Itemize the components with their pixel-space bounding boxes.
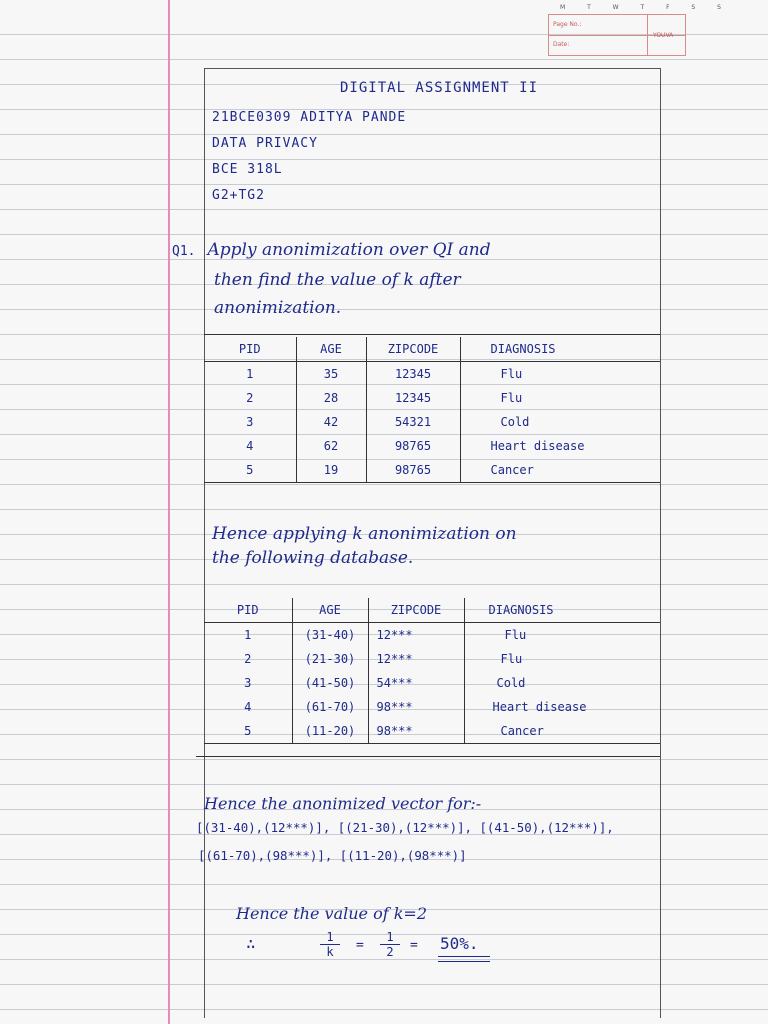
equals-sign: = <box>410 938 418 953</box>
anonymized-data-table <box>204 598 660 744</box>
cell-zipcode: 98765 <box>366 434 460 458</box>
cell-pid: 5 <box>204 719 292 744</box>
cell-diagnosis: Flu <box>460 362 660 387</box>
cell-age: 28 <box>296 386 366 410</box>
cell-pid: 2 <box>244 652 252 666</box>
k-value-line: Hence the value of k=2 <box>236 904 428 923</box>
cell-pid: 2 <box>246 391 254 405</box>
table-row <box>204 410 660 434</box>
table-row <box>204 671 660 695</box>
section-divider <box>196 756 660 757</box>
cell-diagnosis: Cancer <box>464 719 660 744</box>
fraction-numerator: 1 <box>380 930 400 945</box>
student-id-name: 21BCE0309 ADITYA PANDE <box>212 110 407 125</box>
page-date-box <box>548 14 686 56</box>
cell-zipcode: 98*** <box>368 719 464 744</box>
therefore-symbol: ∴ <box>246 934 256 953</box>
original-data-table <box>204 337 660 483</box>
question-block <box>172 236 491 322</box>
cell-pid: 3 <box>244 676 252 690</box>
fraction-denominator: k <box>326 945 334 959</box>
table-row <box>204 647 660 671</box>
cell-age: 19 <box>296 458 366 483</box>
double-underline <box>438 956 490 962</box>
cell-diagnosis: Cold <box>464 671 660 695</box>
cell-diagnosis: Flu <box>460 386 660 410</box>
weekday-strip: M T W T F S S <box>560 4 731 11</box>
cell-diagnosis: Flu <box>464 623 660 648</box>
cell-pid: 1 <box>244 628 252 642</box>
cell-diagnosis: Heart disease <box>460 434 660 458</box>
slot: G2+TG2 <box>212 188 265 203</box>
cell-pid: 3 <box>246 415 254 429</box>
table-header-row <box>204 337 660 362</box>
date-label: Date: <box>553 41 570 48</box>
cell-age: (11-20) <box>292 719 368 744</box>
cell-age: 35 <box>296 362 366 387</box>
fraction-one-over-two <box>380 930 400 959</box>
cell-zipcode: 54321 <box>366 410 460 434</box>
course-code: BCE 318L <box>212 162 283 177</box>
page-no-label: Page No.: <box>553 21 582 28</box>
percent-result: 50%. <box>440 934 479 953</box>
cell-age: (21-30) <box>292 647 368 671</box>
header-pid: PID <box>204 598 292 623</box>
paragraph-line-2: the following database. <box>212 548 414 568</box>
cell-pid: 4 <box>244 700 252 714</box>
result-intro: Hence the anonimized vector for:- <box>204 794 482 813</box>
vector-line-1: [(31-40),(12***)], [(21-30),(12***)], [(41-50),(12***)], <box>196 820 614 835</box>
table-row <box>204 695 660 719</box>
question-number: Q1. <box>172 244 196 259</box>
fraction-one-over-k <box>320 930 340 959</box>
header-diagnosis: DIAGNOSIS <box>464 598 660 623</box>
cell-pid: 5 <box>204 458 296 483</box>
cell-age: (31-40) <box>292 623 368 648</box>
cell-pid: 1 <box>246 367 254 381</box>
cell-zipcode: 98765 <box>366 458 460 483</box>
header-age: AGE <box>292 598 368 623</box>
course-name: DATA PRIVACY <box>212 136 318 151</box>
cell-age: (41-50) <box>292 671 368 695</box>
cell-diagnosis: Cold <box>460 410 660 434</box>
paragraph-line-1: Hence applying k anonimization on <box>212 524 517 544</box>
table-row <box>204 719 660 744</box>
brand-label: YOUVA <box>653 32 674 39</box>
frame-left-line <box>204 68 205 1018</box>
table-row <box>204 623 660 648</box>
header-diagnosis: DIAGNOSIS <box>460 337 660 362</box>
margin-line <box>168 0 170 1024</box>
vector-line-2: [(61-70),(98***)], [(11-20),(98***)] <box>198 848 467 863</box>
cell-zipcode: 12345 <box>366 386 460 410</box>
assignment-title: DIGITAL ASSIGNMENT II <box>340 80 539 96</box>
cell-age: 62 <box>296 434 366 458</box>
cell-age: (61-70) <box>292 695 368 719</box>
table-header-row <box>204 598 660 623</box>
cell-zipcode: 12*** <box>368 647 464 671</box>
table-row <box>204 362 660 387</box>
table-row <box>204 386 660 410</box>
cell-zipcode: 54*** <box>368 671 464 695</box>
cell-pid: 4 <box>246 439 254 453</box>
header-age: AGE <box>296 337 366 362</box>
header-pid: PID <box>204 337 296 362</box>
table-row <box>204 458 660 483</box>
header-zipcode: ZIPCODE <box>366 337 460 362</box>
fraction-denominator: 2 <box>386 945 394 959</box>
cell-age: 42 <box>296 410 366 434</box>
fraction-numerator: 1 <box>320 930 340 945</box>
equals-sign: = <box>356 938 364 953</box>
cell-zipcode: 12345 <box>366 362 460 387</box>
table1-top-rule <box>204 334 660 335</box>
question-line-2: then find the value of k after <box>214 270 461 290</box>
frame-right-line <box>660 68 661 1018</box>
table-row <box>204 434 660 458</box>
header-zipcode: ZIPCODE <box>368 598 464 623</box>
cell-zipcode: 98*** <box>368 695 464 719</box>
cell-zipcode: 12*** <box>368 623 464 648</box>
frame-top-line <box>204 68 660 69</box>
cell-diagnosis: Flu <box>464 647 660 671</box>
paragraph-applying <box>212 522 517 570</box>
cell-diagnosis: Cancer <box>460 458 660 483</box>
question-line-3: anonimization. <box>214 298 342 318</box>
question-line-1: Apply anonimization over QI and <box>207 240 491 260</box>
cell-diagnosis: Heart disease <box>464 695 660 719</box>
